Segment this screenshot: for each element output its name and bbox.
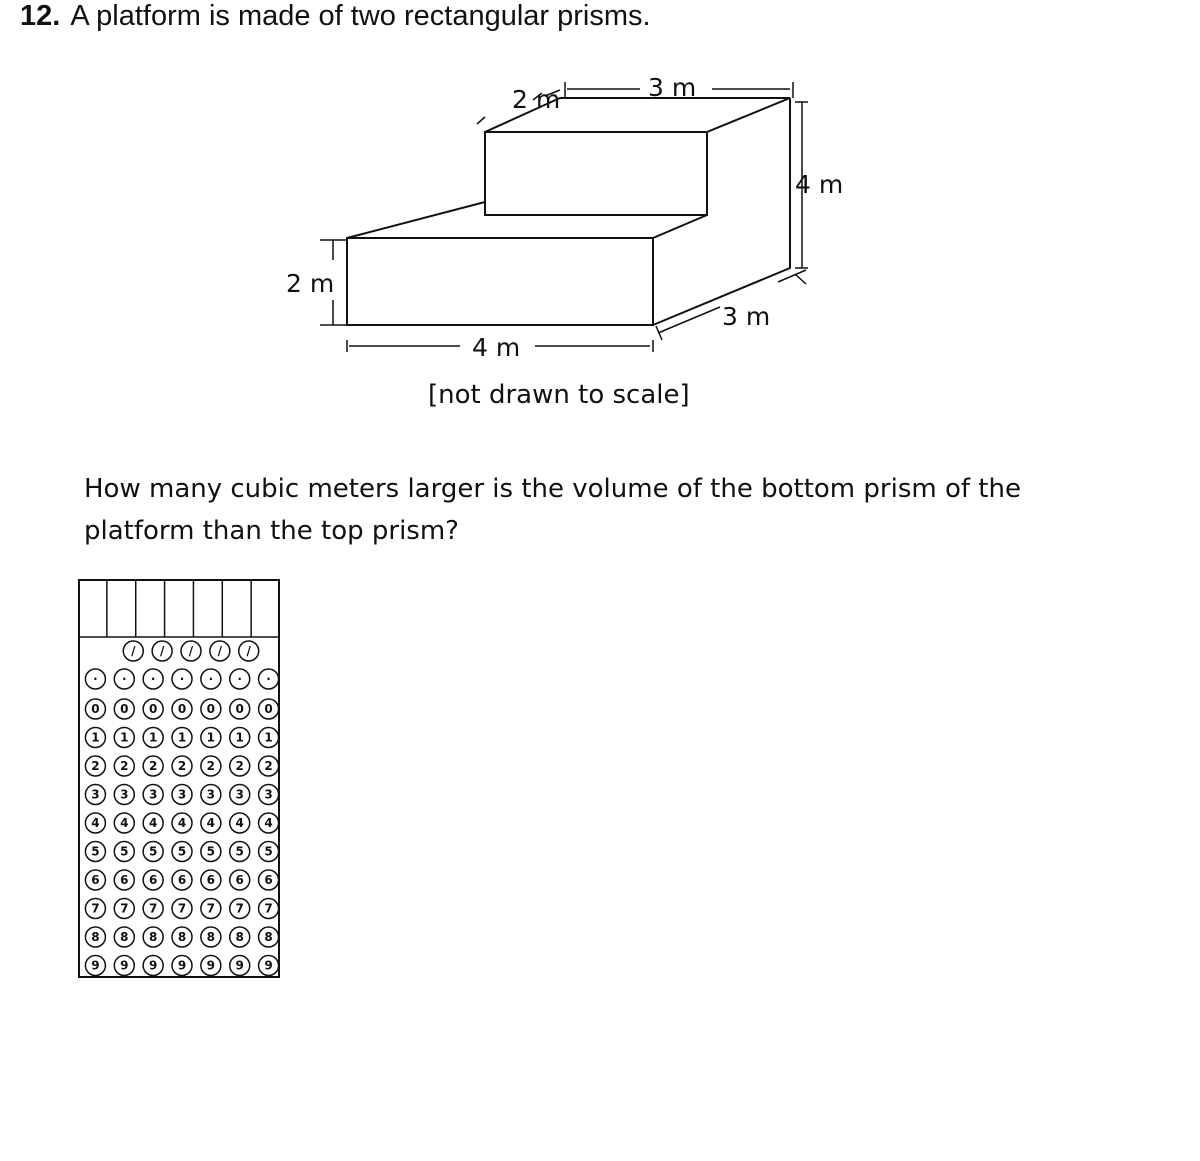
- digit-bubble-0-label: 0: [235, 702, 244, 716]
- digit-bubble-2-label: 2: [120, 759, 129, 773]
- digit-bubble-3-label: 3: [148, 787, 158, 802]
- grid-entry-box[interactable]: [224, 582, 249, 635]
- grid-entry-box[interactable]: [195, 582, 220, 635]
- digit-bubble-7-label: 7: [264, 901, 273, 916]
- digit-bubble-6-label: 6: [235, 873, 244, 887]
- digit-bubble-8-label: 8: [206, 930, 216, 944]
- digit-bubble-2-label: 2: [148, 759, 158, 773]
- digit-bubble-1-label: 1: [264, 730, 273, 745]
- question-intro: A platform is made of two rectangular prisms.: [70, 0, 651, 32]
- digit-bubble-2-label: 2: [206, 759, 216, 773]
- slash-bubble-label: /: [131, 644, 136, 658]
- digit-bubble-7-label: 7: [177, 901, 187, 916]
- digit-bubble-5-label: 5: [235, 844, 244, 859]
- label-top-width: 3 m: [648, 73, 697, 102]
- digit-bubble-9-label: 9: [264, 958, 273, 973]
- digit-bubble-4-label: 4: [148, 816, 158, 830]
- digit-bubble-5-label: 5: [177, 844, 187, 859]
- digit-bubble-8-label: 8: [177, 930, 187, 944]
- grid-entry-box[interactable]: [253, 582, 278, 635]
- digit-bubble-2-label: 2: [91, 759, 100, 773]
- digit-bubble-4-label: 4: [206, 816, 216, 830]
- decimal-bubble-label: ·: [266, 672, 271, 686]
- digit-bubble-8-label: 8: [264, 930, 273, 944]
- digit-bubble-2-label: 2: [177, 759, 187, 773]
- digit-bubble-8-label: 8: [120, 930, 129, 944]
- digit-bubble-1-label: 1: [120, 730, 129, 745]
- digit-bubble-0-label: 0: [120, 702, 129, 716]
- digit-bubble-4-label: 4: [235, 816, 244, 830]
- digit-bubble-1-label: 1: [148, 730, 158, 745]
- digit-bubble-9-label: 9: [120, 958, 129, 973]
- digit-bubble-7-label: 7: [120, 901, 129, 916]
- digit-bubble-4-label: 4: [177, 816, 187, 830]
- label-bottom-depth: 3 m: [722, 302, 771, 331]
- digit-bubble-7-label: 7: [206, 901, 216, 916]
- question-prompt: How many cubic meters larger is the volume of the bottom prism of the platform than the top prism?: [84, 474, 1021, 546]
- digit-bubble-1-label: 1: [235, 730, 244, 745]
- digit-bubble-4-label: 4: [264, 816, 273, 830]
- label-total-height: 4 m: [795, 170, 844, 199]
- digit-bubble-9-label: 9: [148, 958, 158, 973]
- question-number: 12.: [20, 0, 61, 32]
- digit-bubble-2-label: 2: [235, 759, 244, 773]
- digit-bubble-3-label: 3: [235, 787, 244, 802]
- decimal-bubble-label: ·: [237, 672, 242, 686]
- digit-bubble-5-label: 5: [264, 844, 273, 859]
- digit-bubble-0-label: 0: [177, 702, 187, 716]
- decimal-bubble-label: ·: [122, 672, 127, 686]
- grid-entry-box[interactable]: [167, 582, 192, 635]
- bottom-prism-top: [347, 202, 707, 238]
- label-top-depth: 2 m: [512, 85, 561, 114]
- digit-bubble-9-label: 9: [177, 958, 187, 973]
- digit-bubble-3-label: 3: [206, 787, 216, 802]
- platform-figure: [0, 0, 1200, 430]
- digit-bubble-0-label: 0: [264, 702, 273, 716]
- digit-bubble-1-label: 1: [177, 730, 187, 745]
- slash-bubble-label: /: [188, 644, 194, 658]
- digit-bubble-6-label: 6: [148, 873, 158, 887]
- digit-bubble-5-label: 5: [148, 844, 158, 859]
- digit-bubble-3-label: 3: [177, 787, 187, 802]
- digit-bubble-7-label: 7: [91, 901, 100, 916]
- answer-grid[interactable]: [78, 579, 280, 978]
- digit-bubble-9-label: 9: [91, 958, 100, 973]
- slash-bubble-label: /: [217, 644, 223, 658]
- digit-bubble-6-label: 6: [91, 873, 100, 887]
- label-bottom-height: 2 m: [286, 269, 335, 298]
- digit-bubble-3-label: 3: [264, 787, 273, 802]
- digit-bubble-3-label: 3: [91, 787, 100, 802]
- decimal-bubble-label: ·: [150, 672, 156, 686]
- grid-entry-box[interactable]: [109, 582, 134, 635]
- bottom-prism-front: [347, 238, 653, 325]
- digit-bubble-9-label: 9: [206, 958, 216, 973]
- grid-entry-box[interactable]: [138, 582, 163, 635]
- digit-bubble-6-label: 6: [120, 873, 129, 887]
- digit-bubble-6-label: 6: [177, 873, 187, 887]
- digit-bubble-1-label: 1: [91, 730, 100, 745]
- digit-bubble-8-label: 8: [235, 930, 244, 944]
- digit-bubble-4-label: 4: [91, 816, 100, 830]
- decimal-bubble-label: ·: [208, 672, 214, 686]
- digit-bubble-5-label: 5: [206, 844, 216, 859]
- decimal-bubble-label: ·: [179, 672, 185, 686]
- digit-bubble-9-label: 9: [235, 958, 244, 973]
- digit-bubble-7-label: 7: [235, 901, 244, 916]
- digit-bubble-6-label: 6: [264, 873, 273, 887]
- digit-bubble-0-label: 0: [206, 702, 216, 716]
- digit-bubble-6-label: 6: [206, 873, 216, 887]
- digit-bubble-5-label: 5: [120, 844, 129, 859]
- top-prism-front: [485, 132, 707, 215]
- figure-caption: [not drawn to scale]: [428, 380, 690, 410]
- label-bottom-width: 4 m: [472, 333, 521, 362]
- digit-bubble-2-label: 2: [264, 759, 273, 773]
- digit-bubble-8-label: 8: [91, 930, 100, 944]
- digit-bubble-7-label: 7: [148, 901, 158, 916]
- grid-entry-box[interactable]: [80, 582, 105, 635]
- digit-bubble-5-label: 5: [91, 844, 100, 859]
- digit-bubble-0-label: 0: [91, 702, 100, 716]
- digit-bubble-3-label: 3: [120, 787, 129, 802]
- digit-bubble-4-label: 4: [120, 816, 129, 830]
- digit-bubble-1-label: 1: [206, 730, 216, 745]
- digit-bubble-0-label: 0: [148, 702, 158, 716]
- decimal-bubble-label: ·: [93, 672, 98, 686]
- slash-bubble-label: /: [246, 644, 251, 658]
- slash-bubble-label: /: [159, 644, 165, 658]
- digit-bubble-8-label: 8: [148, 930, 158, 944]
